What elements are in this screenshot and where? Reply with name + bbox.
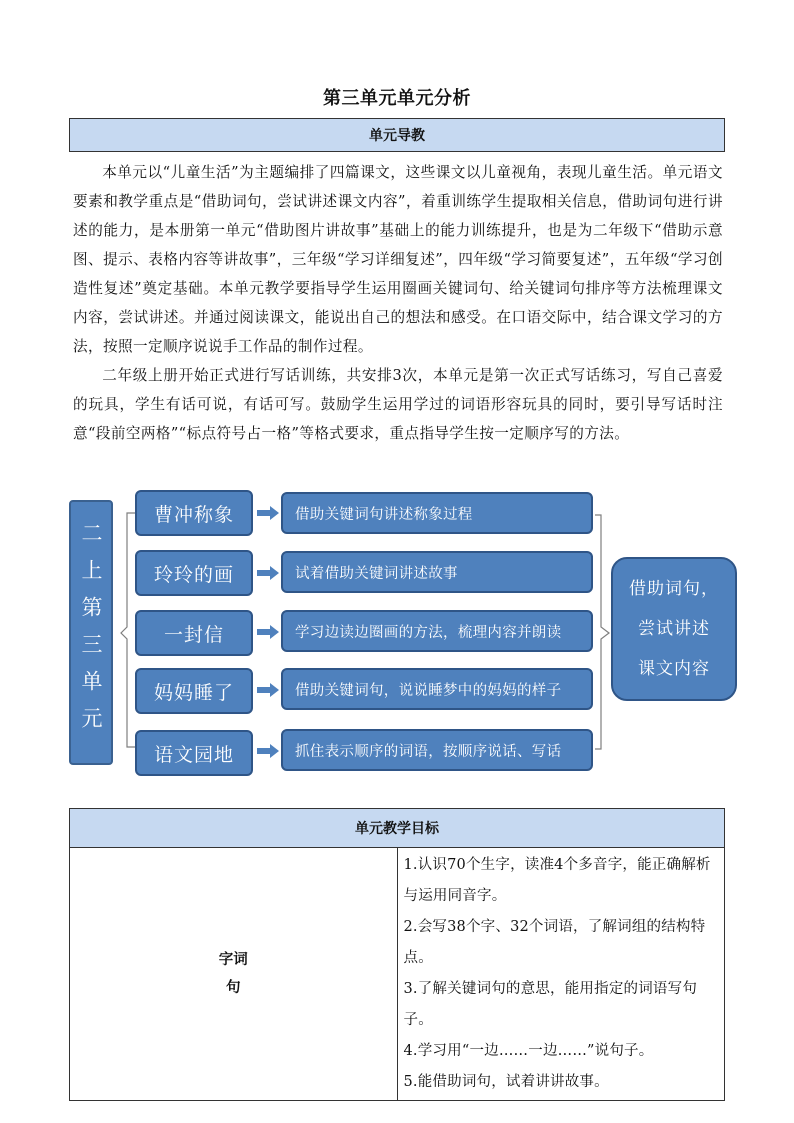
intro-paragraphs (73, 158, 723, 448)
goal-item: 3.了解关键词句的意思，能用指定的词语写句子。 (403, 981, 698, 1028)
goal-line: 尝试讲述 (638, 619, 710, 639)
lesson-detail-box: 借助关键词句，说说睡梦中的妈妈的样子 (281, 668, 593, 710)
left-bracket (113, 510, 137, 750)
goal-line: 课文内容 (638, 659, 710, 679)
arrow-right-icon (256, 682, 280, 698)
unit-label: 二上第三单元 (79, 521, 103, 744)
lesson-detail-box: 抓住表示顺序的词语，按顺序说话、写话 (281, 729, 593, 771)
arrow-right-icon (256, 505, 280, 521)
unit-goal-box (611, 557, 737, 701)
goal-items (397, 848, 725, 1101)
arrow-right-icon (256, 743, 280, 759)
unit-label-box (69, 500, 113, 765)
goal-item: 2.会写38个字、32个词语，了解词组的结构特点。 (403, 919, 706, 966)
lesson-box-letter: 一封信 (135, 610, 253, 656)
goal-item: 1.认识70个生字，读准4个多音字，能正确解析与运用同音字。 (403, 857, 711, 904)
page-title: 第三单元单元分析 (323, 88, 471, 109)
goal-category (70, 848, 398, 1101)
lesson-box-lingling: 玲玲的画 (135, 550, 253, 596)
goal-item: 5.能借助词句，试着讲讲故事。 (403, 1074, 609, 1090)
arrow-right-icon (256, 565, 280, 581)
intro-paragraph: 二年级上册开始正式进行写话训练，共安排3次，本单元是第一次正式写话练习，写自己喜爱的玩具，学生有话可说，有话可写。鼓励学生运用学过的词语形容玩具的同时，要引导写话时注意“段前空两格”“标点符号占一格”等格式要求，重点指导学生按一定顺序写的方法。 (73, 367, 723, 442)
goal-line: 借助词句， (629, 579, 719, 599)
lesson-box-mom-asleep: 妈妈睡了 (135, 668, 253, 714)
goal-item: 4.学习用“一边……一边……”说句子。 (403, 1043, 654, 1059)
arrow-right-icon (256, 624, 280, 640)
table-header: 单元教学目标 (70, 809, 725, 848)
teaching-goals-table (69, 808, 725, 1101)
lesson-detail-box: 借助关键词句讲述称象过程 (281, 492, 593, 534)
section-header-unit-guide: 单元导教 (69, 118, 725, 152)
lesson-detail-box: 试着借助关键词讲述故事 (281, 551, 593, 593)
goal-category-label: 字词句 (218, 951, 248, 996)
intro-paragraph: 本单元以“儿童生活”为主题编排了四篇课文，这些课文以儿童视角，表现儿童生活。单元语文要素和教学重点是“借助词句，尝试讲述课文内容”，着重训练学生提取相关信息，借助词句进行讲述的能力，是本册第一单元“借助图片讲故事”基础上的能力训练提升，也是为二年级下“借助示意图、提示、表格内容等讲故事”，三年级“学习详细复述”，四年级“学习简要复述”，五年级“学习创造性复述”奠定基础。本单元教学要指导学生运用圈画关键词句、给关键词句排序等方法梳理课文内容，尝试讲述。并通过阅读课文，能说出自己的想法和感受。在口语交际中，结合课文学习的方法，按照一定顺序说说手工作品的制作过程。 (73, 164, 723, 355)
lesson-box-garden: 语文园地 (135, 730, 253, 776)
lesson-box-caochong: 曹冲称象 (135, 490, 253, 536)
lesson-detail-box: 学习边读边圈画的方法，梳理内容并朗读 (281, 610, 593, 652)
right-bracket (593, 512, 613, 752)
